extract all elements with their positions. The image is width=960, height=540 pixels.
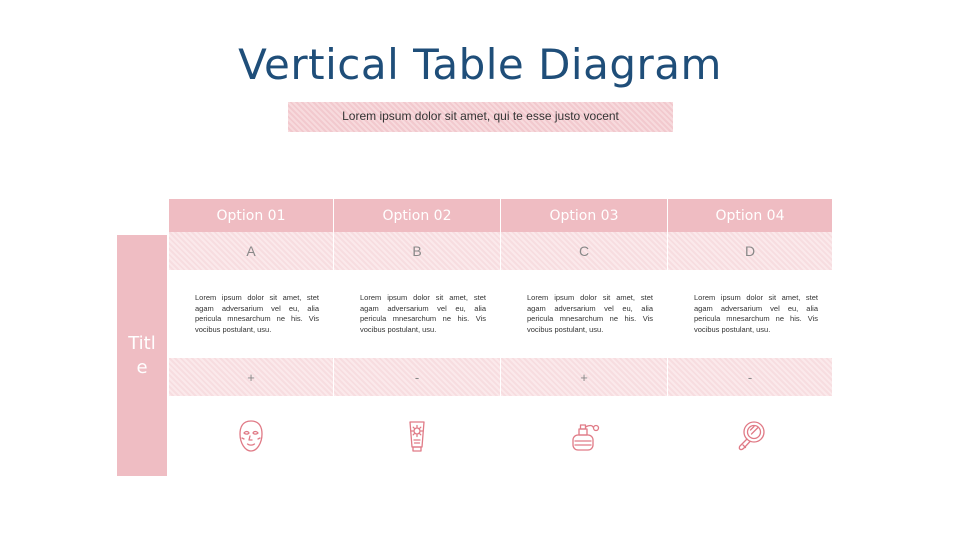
description-cell-2 (334, 270, 501, 358)
letter-cell-1: A (169, 232, 334, 270)
letter-cell-2: B (334, 232, 501, 270)
sign-cell-3: + (501, 358, 668, 396)
letter-cell-4: D (668, 232, 833, 270)
side-title-bar (117, 235, 167, 476)
column-header-1: Option 01 (169, 199, 334, 232)
perfume-bottle-icon (566, 418, 602, 454)
sign-cell-2: - (334, 358, 501, 396)
icon-cell-4 (668, 396, 833, 476)
subtitle: Lorem ipsum dolor sit amet, qui te esse justo vocent (288, 102, 673, 132)
page-title: Vertical Table Diagram (238, 40, 722, 89)
description-cell-3 (501, 270, 668, 358)
sign-cell-4: - (668, 358, 833, 396)
side-title-label: Title (128, 332, 156, 378)
description-text: Lorem ipsum dolor sit amet, stet agam adversarium vel eu, alia pericula mnesarchum ne his. Vis vocibus postulant, usu. (527, 293, 653, 334)
description-cell-4 (668, 270, 833, 358)
icon-cell-3 (501, 396, 668, 476)
column-header-2: Option 02 (334, 199, 501, 232)
description-text: Lorem ipsum dolor sit amet, stet agam adversarium vel eu, alia pericula mnesarchum ne his. Vis vocibus postulant, usu. (694, 293, 818, 334)
column-header-3: Option 03 (501, 199, 668, 232)
face-mask-icon (233, 418, 269, 454)
description-text: Lorem ipsum dolor sit amet, stet agam adversarium vel eu, alia pericula mnesarchum ne his. Vis vocibus postulant, usu. (360, 293, 486, 334)
icon-cell-2 (334, 396, 501, 476)
sign-cell-1: + (169, 358, 334, 396)
sunscreen-tube-icon (399, 418, 435, 454)
options-table (169, 199, 833, 476)
hand-mirror-icon (733, 418, 769, 454)
letter-cell-3: C (501, 232, 668, 270)
description-cell-1 (169, 270, 334, 358)
icon-cell-1 (169, 396, 334, 476)
column-header-4: Option 04 (668, 199, 833, 232)
description-text: Lorem ipsum dolor sit amet, stet agam adversarium vel eu, alia pericula mnesarchum ne his. Vis vocibus postulant, usu. (195, 293, 319, 334)
